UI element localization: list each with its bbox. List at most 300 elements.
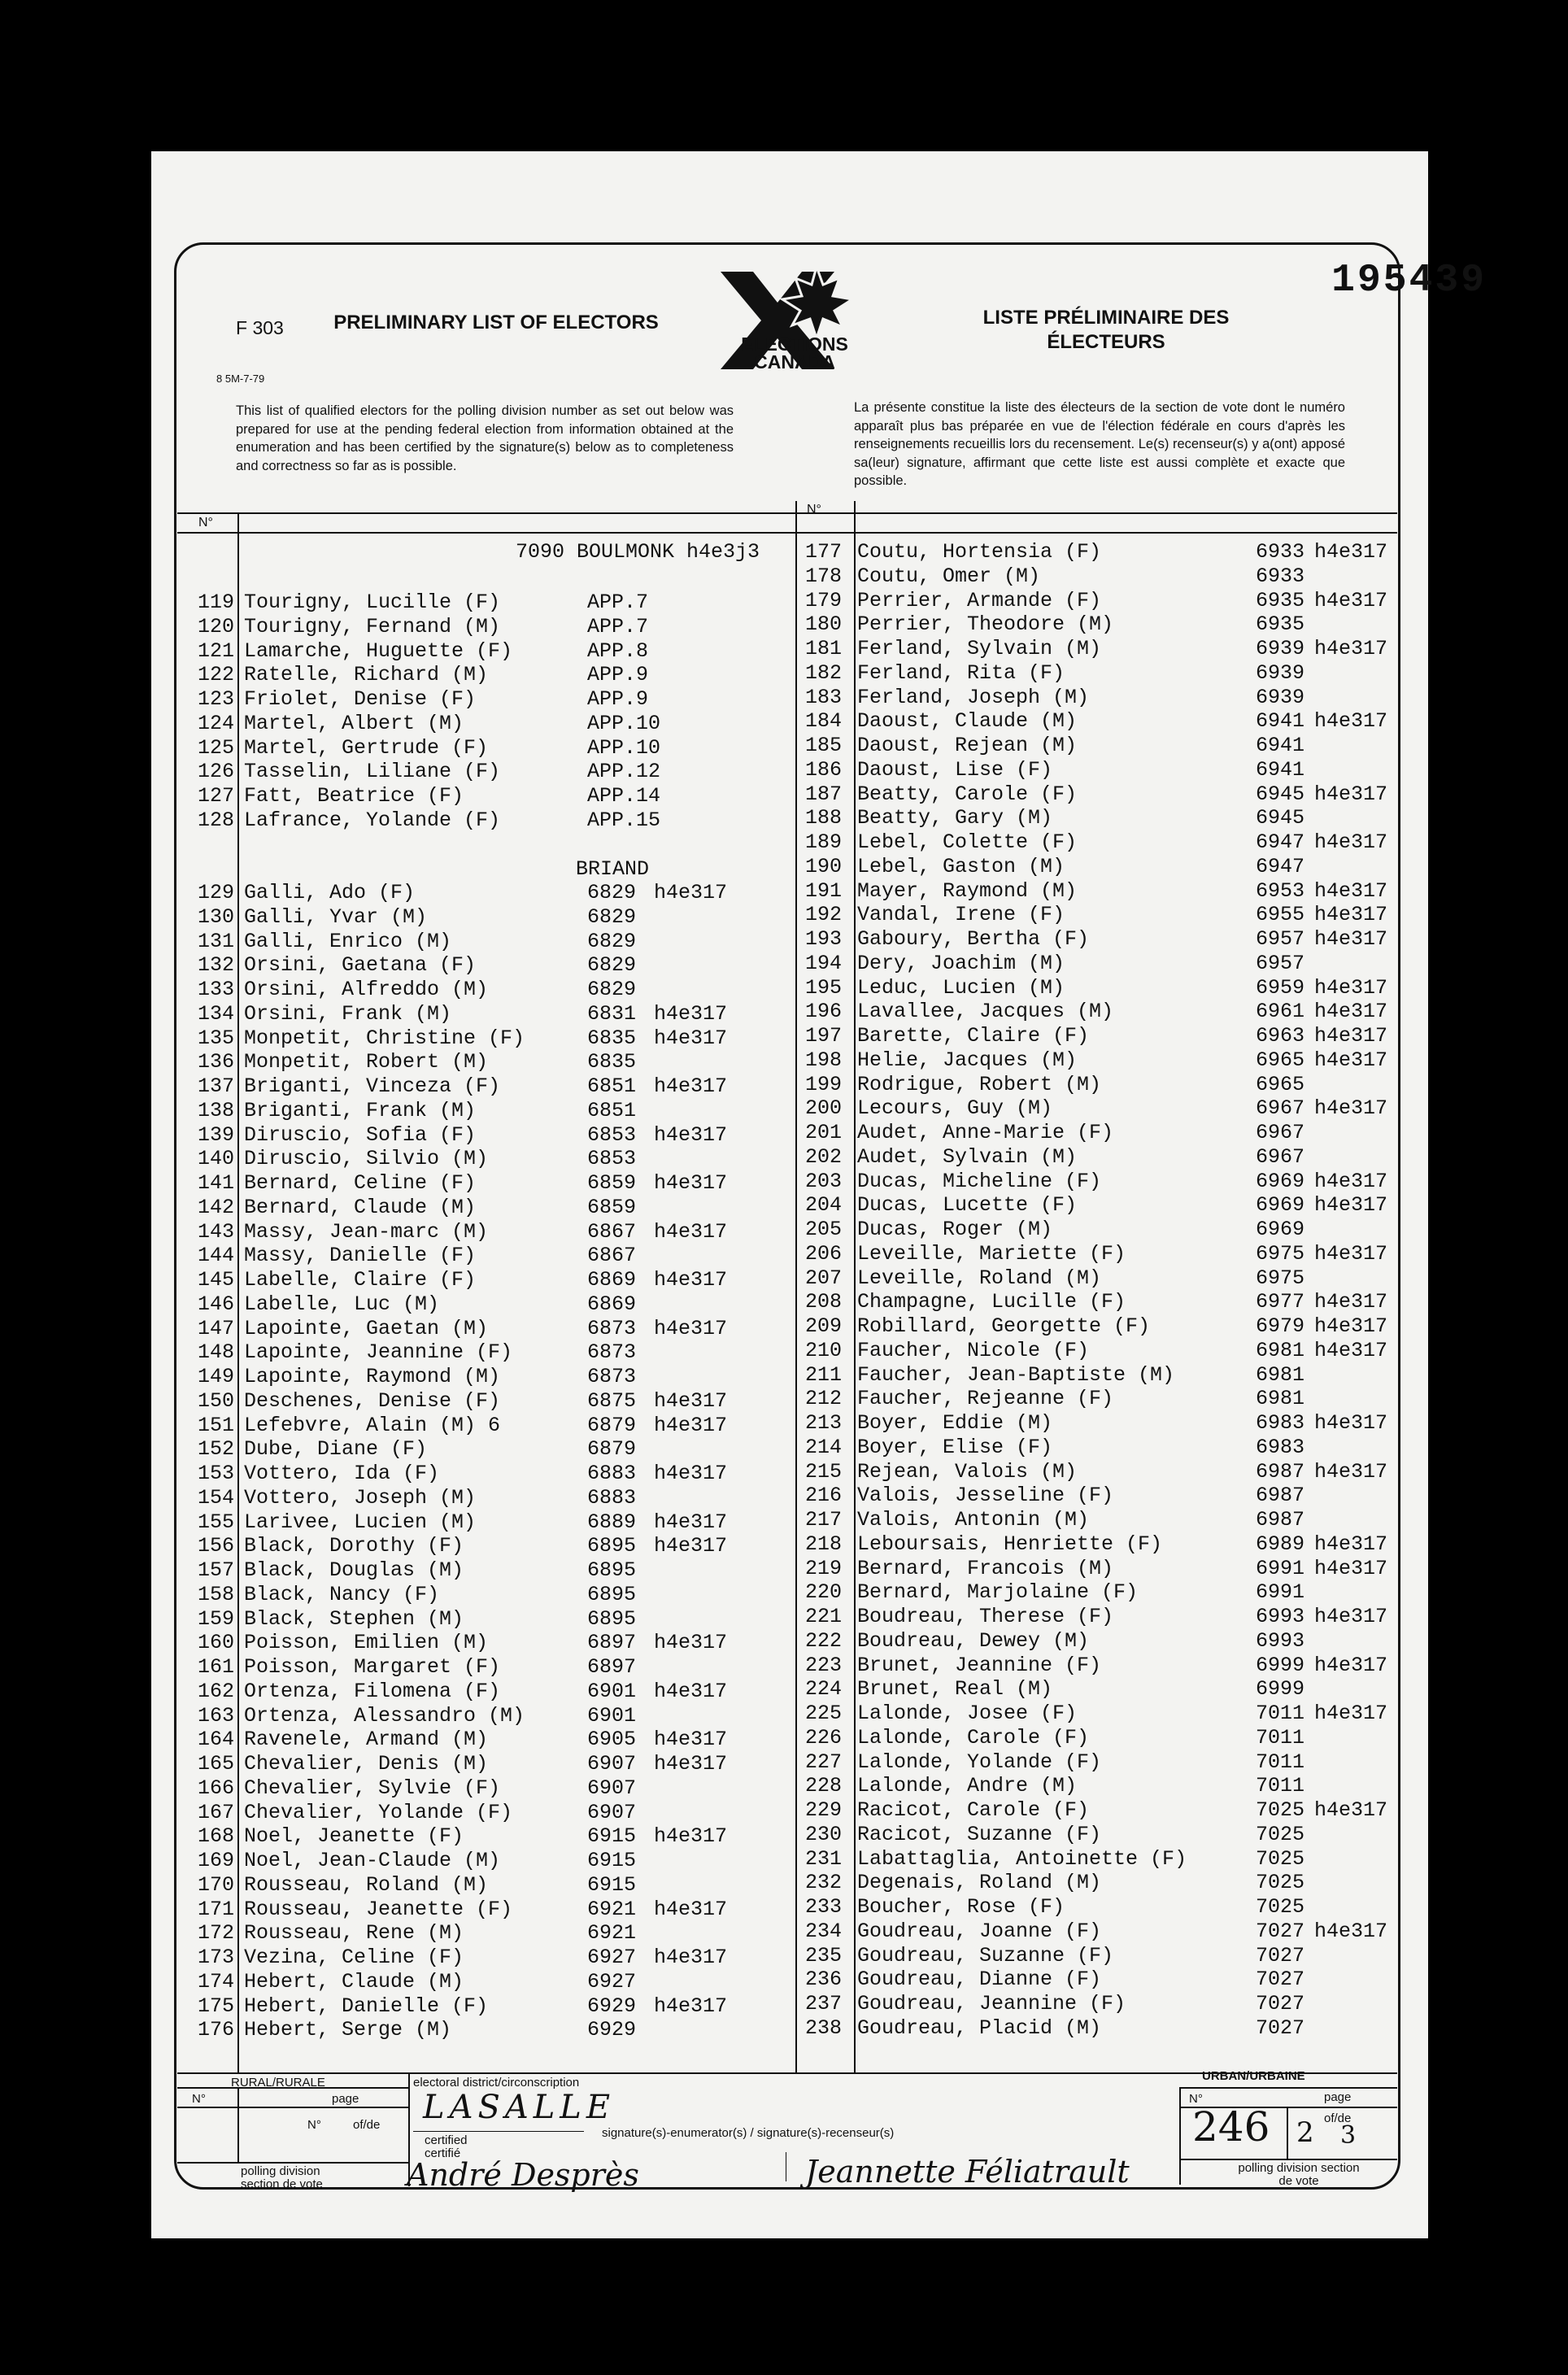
elector-number: 234 bbox=[804, 1919, 842, 1943]
elector-number: 163 bbox=[197, 1703, 234, 1728]
elector-address: 6879 bbox=[587, 1413, 637, 1437]
elector-postal-code: h4e317 bbox=[1314, 975, 1388, 1000]
elector-number: 121 bbox=[197, 638, 234, 663]
elector-address: 6895 bbox=[587, 1534, 637, 1558]
elector-address: 6901 bbox=[587, 1679, 637, 1703]
elector-name: Galli, Yvar (M) bbox=[244, 904, 428, 929]
elector-name: Lapointe, Raymond (M) bbox=[244, 1365, 501, 1388]
elector-name: Larivee, Lucien (M) bbox=[244, 1510, 477, 1534]
elector-address: APP.9 bbox=[587, 687, 649, 711]
elector-number: 165 bbox=[197, 1752, 234, 1776]
elector-name: Barette, Claire (F) bbox=[857, 1024, 1090, 1048]
elector-address: 6933 bbox=[1256, 540, 1305, 564]
elector-address: 6999 bbox=[1256, 1653, 1305, 1677]
elector-number: 181 bbox=[804, 637, 842, 660]
elector-postal-code: h4e317 bbox=[1314, 1411, 1388, 1435]
elector-postal-code: h4e317 bbox=[654, 1413, 728, 1437]
elector-postal-code: h4e317 bbox=[654, 1994, 728, 2018]
elector-address: 6929 bbox=[587, 2018, 637, 2042]
elector-name: Ratelle, Richard (M) bbox=[244, 663, 489, 687]
elector-number: 193 bbox=[804, 927, 842, 951]
elector-name: Ferland, Rita (F) bbox=[857, 660, 1065, 685]
elector-name: Goudreau, Placid (M) bbox=[857, 2015, 1102, 2040]
elector-number: 222 bbox=[804, 1628, 842, 1653]
elector-address: 6895 bbox=[587, 1606, 637, 1631]
elector-number: 136 bbox=[197, 1050, 234, 1074]
elector-name: Ducas, Roger (M) bbox=[857, 1218, 1053, 1241]
elector-address: 6957 bbox=[1256, 951, 1305, 975]
elector-address: 6883 bbox=[587, 1485, 637, 1510]
elector-postal-code: h4e317 bbox=[1314, 1024, 1388, 1048]
elector-address: 7025 bbox=[1256, 1846, 1305, 1871]
elector-name: Ortenza, Alessandro (M) bbox=[244, 1703, 525, 1728]
elector-name: Friolet, Denise (F) bbox=[244, 687, 477, 711]
elector-postal-code: h4e317 bbox=[654, 1824, 728, 1849]
elector-name: Briganti, Frank (M) bbox=[244, 1098, 477, 1122]
elector-address: 6897 bbox=[587, 1655, 637, 1679]
elector-address: 6983 bbox=[1256, 1411, 1305, 1435]
elector-name: Goudreau, Dianne (F) bbox=[857, 1968, 1102, 1992]
elector-number: 139 bbox=[197, 1122, 234, 1147]
elector-name: Rousseau, Jeanette (F) bbox=[244, 1897, 513, 1921]
elector-name: Vottero, Joseph (M) bbox=[244, 1485, 477, 1510]
elector-name: Audet, Anne-Marie (F) bbox=[857, 1121, 1114, 1144]
elector-address: 6829 bbox=[587, 978, 637, 1001]
elector-number: 223 bbox=[804, 1653, 842, 1677]
elector-address: 6999 bbox=[1256, 1677, 1305, 1702]
elector-name: Lapointe, Gaetan (M) bbox=[244, 1316, 489, 1340]
elector-address: 6961 bbox=[1256, 1000, 1305, 1024]
elector-address: 7025 bbox=[1256, 1798, 1305, 1822]
elector-address: 6927 bbox=[587, 1946, 637, 1969]
district-label: electoral district/circonscription bbox=[413, 2076, 580, 2090]
elector-name: Noel, Jean-Claude (M) bbox=[244, 1849, 501, 1872]
elector-number: 171 bbox=[197, 1897, 234, 1921]
elector-name: Orsini, Alfreddo (M) bbox=[244, 978, 489, 1001]
elector-number: 172 bbox=[197, 1921, 234, 1946]
elector-name: Lamarche, Huguette (F) bbox=[244, 638, 513, 663]
elector-address: 7011 bbox=[1256, 1725, 1305, 1750]
elector-number: 166 bbox=[197, 1776, 234, 1800]
elector-address: 7025 bbox=[1256, 1895, 1305, 1919]
elector-postal-code: h4e317 bbox=[1314, 1919, 1388, 1943]
elector-postal-code: h4e317 bbox=[654, 1074, 728, 1098]
elector-name: Rousseau, Roland (M) bbox=[244, 1872, 489, 1897]
elector-name: Champagne, Lucille (F) bbox=[857, 1290, 1126, 1314]
urban-no-label: N° bbox=[1189, 2092, 1203, 2106]
elector-address: 7011 bbox=[1256, 1774, 1305, 1798]
elector-address: 6873 bbox=[587, 1340, 637, 1365]
elector-postal-code: h4e317 bbox=[1314, 709, 1388, 734]
elector-postal-code: h4e317 bbox=[1314, 1338, 1388, 1362]
elector-postal-code: h4e317 bbox=[654, 1510, 728, 1534]
elector-name: Lavallee, Jacques (M) bbox=[857, 1000, 1114, 1024]
elector-number: 160 bbox=[197, 1631, 234, 1655]
elector-postal-code: h4e317 bbox=[1314, 1169, 1388, 1193]
elector-name: Daoust, Rejean (M) bbox=[857, 734, 1078, 757]
elector-address: 6967 bbox=[1256, 1121, 1305, 1144]
elector-number: 237 bbox=[804, 1992, 842, 2015]
elector-address: 7027 bbox=[1256, 1943, 1305, 1968]
elector-number: 180 bbox=[804, 612, 842, 637]
elector-postal-code: h4e317 bbox=[1314, 927, 1388, 951]
elector-name: Vezina, Celine (F) bbox=[244, 1946, 464, 1969]
elector-address: 6987 bbox=[1256, 1459, 1305, 1484]
page-total: 3 bbox=[1340, 2121, 1357, 2150]
signature-enumerator-1: André Desprès bbox=[407, 2157, 639, 2193]
elector-number: 183 bbox=[804, 685, 842, 709]
elector-number: 236 bbox=[804, 1968, 842, 1992]
elector-number: 233 bbox=[804, 1895, 842, 1919]
elector-address: 6907 bbox=[587, 1776, 637, 1800]
elector-address: 6967 bbox=[1256, 1096, 1305, 1121]
elector-number: 141 bbox=[197, 1171, 234, 1195]
elector-number: 131 bbox=[197, 929, 234, 953]
elector-name: Rodrigue, Robert (M) bbox=[857, 1072, 1102, 1096]
elector-name: Coutu, Hortensia (F) bbox=[857, 540, 1102, 564]
intro-english: This list of qualified electors for the polling division number as set out below was prepared for use at the pending federal election from information obtained at the enumeration and has been certified by the signature(s) below as to completeness and correctness so far as is possible. bbox=[236, 403, 734, 473]
street-heading-boulmonk: 7090 BOULMONK h4e3j3 bbox=[516, 540, 760, 564]
elector-name: Leboursais, Henriette (F) bbox=[857, 1532, 1163, 1556]
elector-name: Faucher, Rejeanne (F) bbox=[857, 1387, 1114, 1411]
elector-address: 6983 bbox=[1256, 1435, 1305, 1459]
elector-address: 6963 bbox=[1256, 1024, 1305, 1048]
elector-number: 155 bbox=[197, 1510, 234, 1534]
elector-number: 199 bbox=[804, 1072, 842, 1096]
elector-number: 232 bbox=[804, 1871, 842, 1895]
elector-name: Bernard, Celine (F) bbox=[244, 1171, 477, 1195]
elector-name: Perrier, Theodore (M) bbox=[857, 612, 1114, 637]
footer-polling-rule bbox=[177, 2162, 408, 2164]
elector-address: 6991 bbox=[1256, 1580, 1305, 1605]
elector-number: 194 bbox=[804, 951, 842, 975]
elector-postal-code: h4e317 bbox=[654, 1679, 728, 1703]
polling-division-number: 246 bbox=[1192, 2103, 1270, 2151]
elector-name: Lebel, Colette (F) bbox=[857, 830, 1078, 854]
elector-number: 140 bbox=[197, 1147, 234, 1171]
elector-address: 6927 bbox=[587, 1969, 637, 1994]
elector-postal-code: h4e317 bbox=[654, 1534, 728, 1558]
elector-address: 6941 bbox=[1256, 757, 1305, 782]
elector-postal-code: h4e317 bbox=[1314, 1000, 1388, 1024]
elector-number: 162 bbox=[197, 1679, 234, 1703]
elector-number: 217 bbox=[804, 1508, 842, 1532]
elector-address: 6897 bbox=[587, 1631, 637, 1655]
elector-number: 178 bbox=[804, 564, 842, 588]
elector-number: 123 bbox=[197, 687, 234, 711]
elector-number: 159 bbox=[197, 1606, 234, 1631]
elector-name: Faucher, Jean-Baptiste (M) bbox=[857, 1362, 1175, 1387]
elector-address: 6829 bbox=[587, 881, 637, 904]
elector-address: 6851 bbox=[587, 1074, 637, 1098]
elector-postal-code: h4e317 bbox=[654, 1946, 728, 1969]
elector-number: 208 bbox=[804, 1290, 842, 1314]
elector-name: Lapointe, Jeannine (F) bbox=[244, 1340, 513, 1365]
elector-number: 189 bbox=[804, 830, 842, 854]
elector-postal-code: h4e317 bbox=[1314, 540, 1388, 564]
elector-address: 6915 bbox=[587, 1872, 637, 1897]
elector-number: 202 bbox=[804, 1144, 842, 1169]
elector-number: 228 bbox=[804, 1774, 842, 1798]
elector-address: 6993 bbox=[1256, 1605, 1305, 1628]
elector-number: 133 bbox=[197, 978, 234, 1001]
elector-number: 120 bbox=[197, 614, 234, 638]
elector-number: 170 bbox=[197, 1872, 234, 1897]
elector-number: 169 bbox=[197, 1849, 234, 1872]
elector-address: 6873 bbox=[587, 1316, 637, 1340]
elector-address: 6947 bbox=[1256, 854, 1305, 878]
elector-name: Lalonde, Carole (F) bbox=[857, 1725, 1090, 1750]
elector-name: Boudreau, Dewey (M) bbox=[857, 1628, 1090, 1653]
elector-number: 200 bbox=[804, 1096, 842, 1121]
elector-number: 221 bbox=[804, 1605, 842, 1628]
elector-number: 157 bbox=[197, 1558, 234, 1582]
elector-address: 6933 bbox=[1256, 564, 1305, 588]
elector-number: 197 bbox=[804, 1024, 842, 1048]
elector-postal-code: h4e317 bbox=[1314, 1048, 1388, 1072]
elector-number: 207 bbox=[804, 1266, 842, 1290]
elector-address: 6859 bbox=[587, 1171, 637, 1195]
elector-address: 6967 bbox=[1256, 1144, 1305, 1169]
print-date: 8 5M-7-79 bbox=[216, 373, 265, 385]
elector-name: Boyer, Eddie (M) bbox=[857, 1411, 1053, 1435]
elector-number: 238 bbox=[804, 2015, 842, 2040]
elector-number: 167 bbox=[197, 1800, 234, 1824]
elector-address: APP.12 bbox=[587, 760, 661, 784]
elector-name: Daoust, Lise (F) bbox=[857, 757, 1053, 782]
elector-name: Boucher, Rose (F) bbox=[857, 1895, 1065, 1919]
elector-postal-code: h4e317 bbox=[654, 1026, 728, 1050]
elector-address: 6981 bbox=[1256, 1362, 1305, 1387]
urban-of-label: of/de bbox=[1324, 2111, 1352, 2125]
elector-number: 173 bbox=[197, 1946, 234, 1969]
elector-number: 226 bbox=[804, 1725, 842, 1750]
elector-address: 6947 bbox=[1256, 830, 1305, 854]
table-header-rule bbox=[177, 532, 1397, 534]
elector-number: 129 bbox=[197, 881, 234, 904]
district-value: LASALLE bbox=[423, 2089, 616, 2126]
elector-number: 119 bbox=[197, 590, 234, 614]
elector-name: Poisson, Margaret (F) bbox=[244, 1655, 501, 1679]
elector-number: 215 bbox=[804, 1459, 842, 1484]
elector-name: Black, Nancy (F) bbox=[244, 1582, 440, 1606]
elector-address: APP.15 bbox=[587, 808, 661, 832]
signature-enumerator-2: Jeannette Féliatrault bbox=[805, 2154, 1130, 2190]
elector-postal-code: h4e317 bbox=[1314, 1241, 1388, 1266]
elector-postal-code: h4e317 bbox=[1314, 637, 1388, 660]
elector-number: 174 bbox=[197, 1969, 234, 1994]
elector-address: 6935 bbox=[1256, 588, 1305, 612]
elector-number: 128 bbox=[197, 808, 234, 832]
elector-name: Mayer, Raymond (M) bbox=[857, 878, 1078, 903]
elector-name: Black, Stephen (M) bbox=[244, 1606, 464, 1631]
elector-address: 6975 bbox=[1256, 1241, 1305, 1266]
elector-number: 154 bbox=[197, 1485, 234, 1510]
elector-address: 6981 bbox=[1256, 1387, 1305, 1411]
elector-postal-code: h4e317 bbox=[654, 1897, 728, 1921]
elector-postal-code: h4e317 bbox=[654, 881, 728, 904]
elector-number: 161 bbox=[197, 1655, 234, 1679]
footer-urban-rule bbox=[1179, 2087, 1397, 2089]
elector-address: 6867 bbox=[587, 1219, 637, 1244]
elector-name: Noel, Jeanette (F) bbox=[244, 1824, 464, 1849]
elector-address: 6993 bbox=[1256, 1628, 1305, 1653]
elector-name: Goudreau, Suzanne (F) bbox=[857, 1943, 1114, 1968]
elector-number: 184 bbox=[804, 709, 842, 734]
elector-address: 6929 bbox=[587, 1994, 637, 2018]
elector-address: 6969 bbox=[1256, 1218, 1305, 1241]
elector-name: Black, Dorothy (F) bbox=[244, 1534, 464, 1558]
elector-number: 156 bbox=[197, 1534, 234, 1558]
elector-name: Racicot, Carole (F) bbox=[857, 1798, 1090, 1822]
elector-address: 7025 bbox=[1256, 1822, 1305, 1846]
elector-postal-code: h4e317 bbox=[654, 1268, 728, 1292]
elector-address: 6955 bbox=[1256, 903, 1305, 927]
elector-number: 158 bbox=[197, 1582, 234, 1606]
elector-name: Boyer, Elise (F) bbox=[857, 1435, 1053, 1459]
intro-french: La présente constitue la liste des électeurs de la section de vote dont le numéro apparaît plus bas préparée en vue de l'élection fédérale en cours d'après les renseignements recueillis lors du recensement. Le(s) recenseur(s) y a(ont) apposé sa(leur) signature, affirmant que cette liste est aussi complète et exacte que possible. bbox=[854, 400, 1345, 489]
elector-number: 212 bbox=[804, 1387, 842, 1411]
elector-name: Bernard, Claude (M) bbox=[244, 1195, 477, 1219]
elector-address: 6965 bbox=[1256, 1072, 1305, 1096]
elector-name: Orsini, Frank (M) bbox=[244, 1001, 452, 1026]
elector-name: Lecours, Guy (M) bbox=[857, 1096, 1053, 1121]
elector-name: Black, Douglas (M) bbox=[244, 1558, 464, 1582]
elector-name: Diruscio, Silvio (M) bbox=[244, 1147, 489, 1171]
elector-name: Gaboury, Bertha (F) bbox=[857, 927, 1090, 951]
elector-address: 6969 bbox=[1256, 1169, 1305, 1193]
elector-postal-code: h4e317 bbox=[1314, 1556, 1388, 1580]
elector-number: 218 bbox=[804, 1532, 842, 1556]
elector-number: 146 bbox=[197, 1292, 234, 1316]
elector-name: Galli, Enrico (M) bbox=[244, 929, 452, 953]
elector-address: 6941 bbox=[1256, 734, 1305, 757]
elector-address: 6853 bbox=[587, 1147, 637, 1171]
elector-postal-code: h4e317 bbox=[654, 1728, 728, 1752]
elector-name: Hebert, Claude (M) bbox=[244, 1969, 464, 1994]
elector-address: 7027 bbox=[1256, 1968, 1305, 1992]
rural-page-no-label: N° bbox=[307, 2118, 321, 2132]
elector-name: Leduc, Lucien (M) bbox=[857, 975, 1065, 1000]
district-underline bbox=[413, 2131, 584, 2132]
center-rule-b bbox=[854, 501, 856, 2074]
elector-name: Chevalier, Denis (M) bbox=[244, 1752, 489, 1776]
elector-name: Poisson, Emilien (M) bbox=[244, 1631, 489, 1655]
elector-number: 224 bbox=[804, 1677, 842, 1702]
elector-name: Goudreau, Jeannine (F) bbox=[857, 1992, 1126, 2015]
elector-postal-code: h4e317 bbox=[1314, 1290, 1388, 1314]
elector-address: 7027 bbox=[1256, 1992, 1305, 2015]
table-top-rule bbox=[177, 512, 1397, 514]
elector-name: Monpetit, Christine (F) bbox=[244, 1026, 525, 1050]
footer-urban-page-rule bbox=[1287, 2107, 1288, 2159]
elector-address: 6991 bbox=[1256, 1556, 1305, 1580]
elector-name: Rousseau, Rene (M) bbox=[244, 1921, 464, 1946]
elector-address: 6907 bbox=[587, 1752, 637, 1776]
elector-number: 147 bbox=[197, 1316, 234, 1340]
elector-number: 186 bbox=[804, 757, 842, 782]
elector-postal-code: h4e317 bbox=[654, 1122, 728, 1147]
elector-postal-code: h4e317 bbox=[1314, 830, 1388, 854]
elector-number: 230 bbox=[804, 1822, 842, 1846]
elector-address: APP.14 bbox=[587, 784, 661, 808]
form-code: F 303 bbox=[236, 317, 284, 338]
elector-number: 213 bbox=[804, 1411, 842, 1435]
rural-of-label: of/de bbox=[353, 2118, 381, 2132]
elector-postal-code: h4e317 bbox=[1314, 1653, 1388, 1677]
elector-number: 135 bbox=[197, 1026, 234, 1050]
elector-address: APP.10 bbox=[587, 735, 661, 760]
elector-number: 198 bbox=[804, 1048, 842, 1072]
elector-address: 6873 bbox=[587, 1365, 637, 1388]
elector-number: 227 bbox=[804, 1750, 842, 1774]
elector-address: 6889 bbox=[587, 1510, 637, 1534]
elector-name: Goudreau, Joanne (F) bbox=[857, 1919, 1102, 1943]
rural-label: RURAL/RURALE bbox=[231, 2076, 325, 2090]
elector-address: 6915 bbox=[587, 1824, 637, 1849]
elector-name: Valois, Jesseline (F) bbox=[857, 1484, 1114, 1508]
elector-number: 231 bbox=[804, 1846, 842, 1871]
elector-postal-code: h4e317 bbox=[1314, 588, 1388, 612]
elector-number: 225 bbox=[804, 1702, 842, 1725]
elector-name: Labelle, Claire (F) bbox=[244, 1268, 477, 1292]
elector-address: 6945 bbox=[1256, 782, 1305, 806]
rural-no-label: N° bbox=[192, 2092, 206, 2106]
elector-address: 6869 bbox=[587, 1292, 637, 1316]
elector-number: 216 bbox=[804, 1484, 842, 1508]
elector-postal-code: h4e317 bbox=[654, 1631, 728, 1655]
elector-number: 125 bbox=[197, 735, 234, 760]
urban-label: URBAN/URBAINE bbox=[1202, 2069, 1305, 2083]
elector-name: Labattaglia, Antoinette (F) bbox=[857, 1846, 1187, 1871]
elector-name: Rejean, Valois (M) bbox=[857, 1459, 1078, 1484]
elector-number: 176 bbox=[197, 2018, 234, 2042]
elector-name: Boudreau, Therese (F) bbox=[857, 1605, 1114, 1628]
elector-number: 137 bbox=[197, 1074, 234, 1098]
elector-address: 6969 bbox=[1256, 1193, 1305, 1218]
elector-number: 196 bbox=[804, 1000, 842, 1024]
elector-address: 6901 bbox=[587, 1703, 637, 1728]
left-number-column-rule bbox=[237, 512, 239, 2074]
elector-address: APP.10 bbox=[587, 711, 661, 735]
elector-name: Lefebvre, Alain (M) 6 bbox=[244, 1413, 501, 1437]
logo-text: ELECTIONS CANADA bbox=[741, 333, 848, 373]
elector-number: 134 bbox=[197, 1001, 234, 1026]
page-number: 2 bbox=[1296, 2116, 1314, 2149]
elector-postal-code: h4e317 bbox=[1314, 903, 1388, 927]
elector-number: 132 bbox=[197, 953, 234, 978]
elector-postal-code: h4e317 bbox=[654, 1316, 728, 1340]
elector-number: 175 bbox=[197, 1994, 234, 2018]
elector-postal-code: h4e317 bbox=[654, 1219, 728, 1244]
elector-address: 7011 bbox=[1256, 1702, 1305, 1725]
elector-postal-code: h4e317 bbox=[1314, 1459, 1388, 1484]
elector-address: 6939 bbox=[1256, 660, 1305, 685]
elector-postal-code: h4e317 bbox=[1314, 878, 1388, 903]
elector-name: Martel, Albert (M) bbox=[244, 711, 464, 735]
elector-name: Lafrance, Yolande (F) bbox=[244, 808, 501, 832]
elector-number: 209 bbox=[804, 1314, 842, 1338]
elector-address: 6851 bbox=[587, 1098, 637, 1122]
elector-name: Daoust, Claude (M) bbox=[857, 709, 1078, 734]
elector-name: Ferland, Joseph (M) bbox=[857, 685, 1090, 709]
elector-address: 6987 bbox=[1256, 1508, 1305, 1532]
elector-address: APP.9 bbox=[587, 663, 649, 687]
elector-number: 190 bbox=[804, 854, 842, 878]
elector-postal-code: h4e317 bbox=[1314, 1096, 1388, 1121]
elector-name: Lebel, Gaston (M) bbox=[857, 854, 1065, 878]
elector-name: Lalonde, Yolande (F) bbox=[857, 1750, 1102, 1774]
